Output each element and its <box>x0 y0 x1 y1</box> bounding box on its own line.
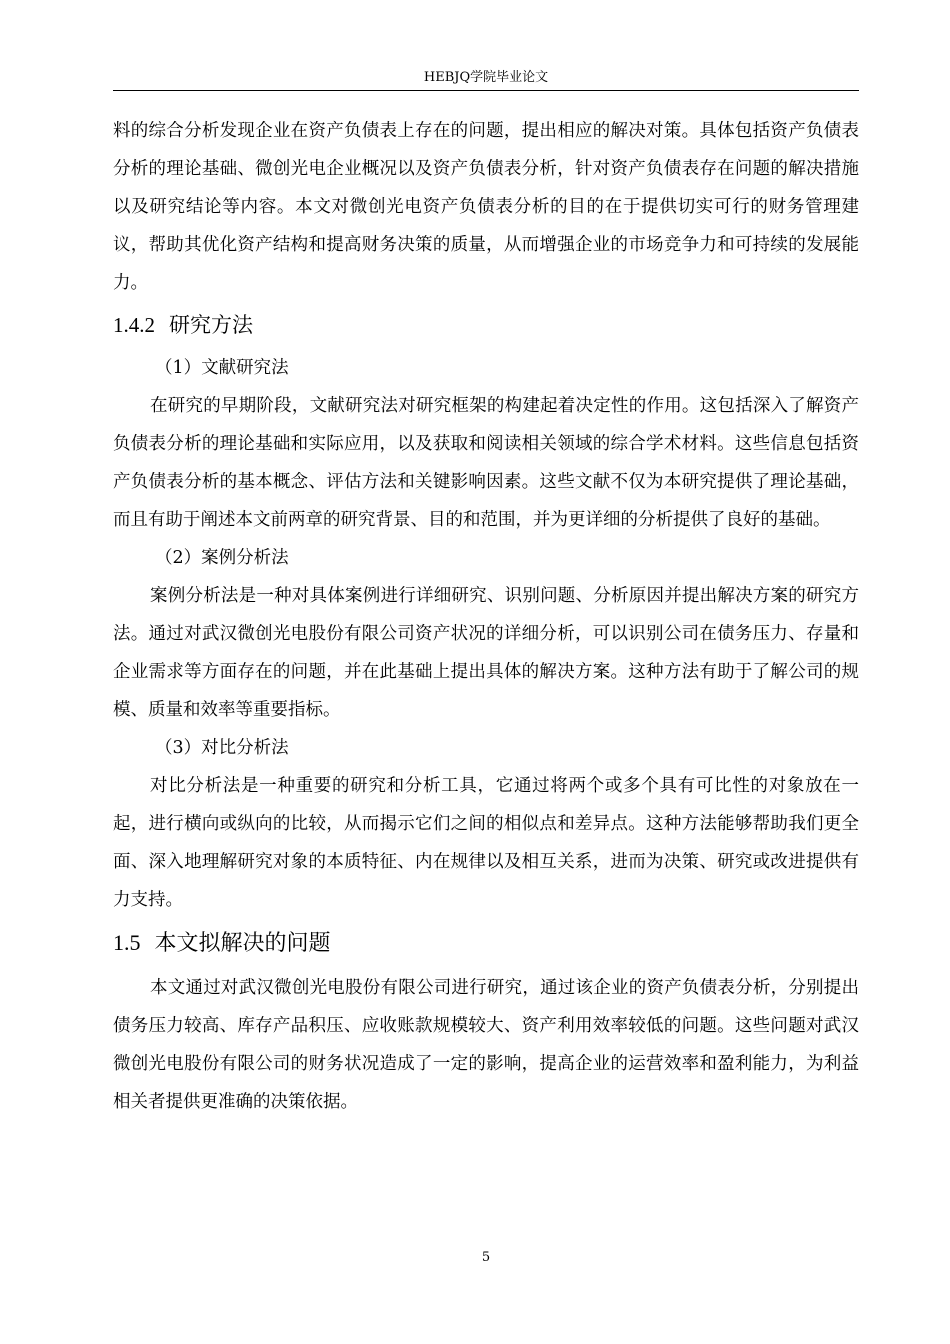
section-number: 1.4.2 <box>113 313 155 337</box>
paragraph-comparison: 对比分析法是一种重要的研究和分析工具，它通过将两个或多个具有可比性的对象放在一起，进行横向或纵向的比较，从而揭示它们之间的相似点和差异点。这种方法能够帮助我们更全面、深入地理解研究对象的本质特征、内在规律以及相互关系，进而为决策、研究或改进提供有力支持。 <box>113 776 859 910</box>
section-title: 本文拟解决的问题 <box>154 931 331 956</box>
section-heading-1-4-2 <box>113 305 859 345</box>
page-header: HEBJQ学院毕业论文 <box>423 70 549 85</box>
document-body <box>113 112 859 1121</box>
header-divider <box>113 90 859 91</box>
page-number: 5 <box>481 1250 491 1265</box>
method-item-comparison: （3）对比分析法 <box>155 738 289 758</box>
section-title: 研究方法 <box>169 313 253 337</box>
paragraph-problems: 本文通过对武汉微创光电股份有限公司进行研究，通过该企业的资产负债表分析，分别提出债务压力较高、库存产品积压、应收账款规模较大、资产利用效率较低的问题。这些问题对武汉微创光电股份有限公司的财务状况造成了一定的影响，提高企业的运营效率和盈利能力，为利益相关者提供更准确的决策依据。 <box>113 978 859 1112</box>
paragraph-literature: 在研究的早期阶段，文献研究法对研究框架的构建起着决定性的作用。这包括深入了解资产负债表分析的理论基础和实际应用，以及获取和阅读相关领域的综合学术材料。这些信息包括资产负债表分析的基本概念、评估方法和关键影响因素。这些文献不仅为本研究提供了理论基础，而且有助于阐述本文前两章的研究背景、目的和范围，并为更详细的分析提供了良好的基础。 <box>113 396 859 530</box>
method-item-case: （2）案例分析法 <box>155 548 289 568</box>
method-item-literature: （1）文献研究法 <box>155 358 289 378</box>
section-heading-1-5 <box>113 922 859 965</box>
paragraph-continued: 料的综合分析发现企业在资产负债表上存在的问题，提出相应的解决对策。具体包括资产负债表分析的理论基础、微创光电企业概况以及资产负债表分析，针对资产负债表存在问题的解决措施以及研究结论等内容。本文对微创光电资产负债表分析的目的在于提供切实可行的财务管理建议，帮助其优化资产结构和提高财务决策的质量，从而增强企业的市场竞争力和可持续的发展能力。 <box>113 121 859 293</box>
paragraph-case: 案例分析法是一种对具体案例进行详细研究、识别问题、分析原因并提出解决方案的研究方法。通过对武汉微创光电股份有限公司资产状况的详细分析，可以识别公司在债务压力、存量和企业需求等方面存在的问题，并在此基础上提出具体的解决方案。这种方法有助于了解公司的规模、质量和效率等重要指标。 <box>113 586 859 720</box>
section-number: 1.5 <box>113 930 141 955</box>
